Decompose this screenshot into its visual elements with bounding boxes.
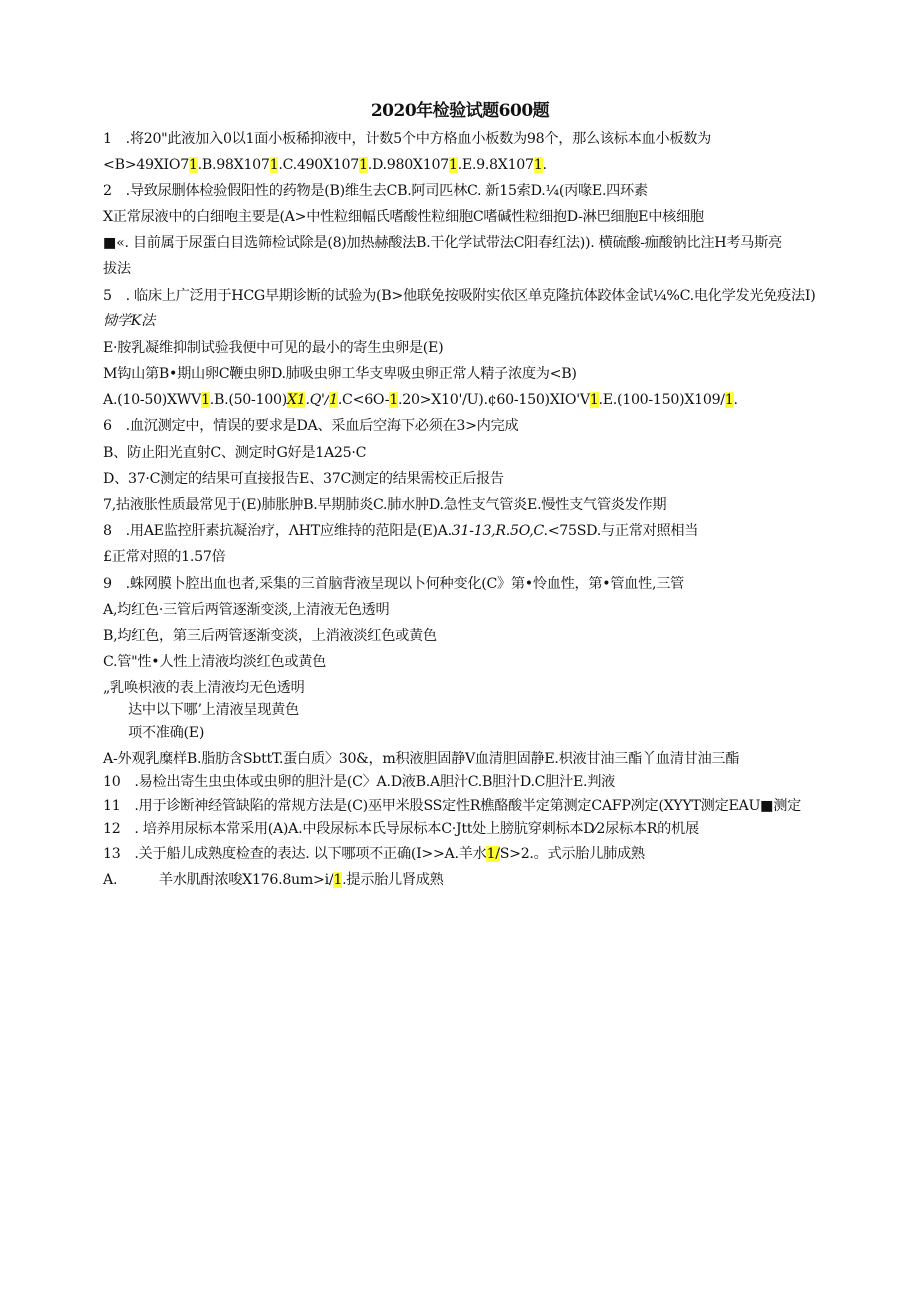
highlighted-text: 1 [533, 157, 543, 173]
text-segment: S>2.。式示胎儿肺成熟 [499, 846, 645, 862]
text-line [128, 700, 299, 720]
text-segment: 12 . 培养用尿标本常采用(A)A.中段尿标本氏导尿标本C·Jtt处上膀肮穿刺标本D⁄2尿标本R的机展 [103, 821, 699, 837]
text-line [103, 207, 704, 227]
text-segment: .B.98X107 [197, 157, 270, 173]
text-line [103, 819, 699, 839]
text-segment: .提示胎儿肾成熟 [342, 872, 444, 888]
text-line [103, 749, 739, 769]
text-line [128, 723, 204, 743]
text-line [103, 416, 518, 436]
text-segment: D、37·C测定的结果可直接报告E、37C测定的结果需校正后报告 [103, 471, 504, 487]
text-line [103, 870, 444, 890]
text-line [103, 129, 711, 149]
text-line [103, 338, 443, 358]
text-segment: .B.(50-100) [209, 392, 287, 408]
text-segment: . [733, 392, 738, 408]
highlighted-text: 1/ [486, 846, 500, 862]
text-line [103, 390, 738, 410]
text-line [103, 652, 326, 672]
highlighted-text: 1 [389, 392, 399, 408]
text-segment: <75SD.与正常对照相当 [547, 523, 699, 539]
text-segment: 7,拈液胀性质最常见于(E)肺胀肿B.早期肺炎C.肺水肿D.急性支气管炎E.慢性支气管炎发作期 [103, 497, 667, 513]
highlighted-text: 1 [333, 872, 343, 888]
highlighted-text: 1 [359, 157, 368, 173]
text-line [103, 600, 389, 620]
text-line [103, 469, 504, 489]
highlighted-text: 1 [329, 392, 338, 408]
text-segment: 2 .导致尿删体检验假阳性的药物是(B)维生去CB.阿司匹林C. 新15索D.¼(丙喙E.四环素 [103, 183, 648, 199]
text-segment: C.管"性•人性上清液均淡红色或黄色 [103, 654, 326, 670]
text-line [103, 844, 645, 864]
text-segment: E·胺乳凝维抑制试验我便中可见的最小的寄生虫卵是(E) [103, 340, 444, 356]
text-line [103, 443, 366, 463]
text-segment: 5 . 临床上广泛用于HCG早期诊断的试验为(B>他联免按吸附实依区单克隆抗体跤体金试¼%C.电化学发光免疫法I) [103, 288, 816, 304]
text-line [103, 364, 577, 384]
text-line [103, 311, 155, 331]
text-line [103, 521, 698, 541]
text-segment: .Q'/ [305, 392, 330, 408]
highlighted-text: 1 [201, 392, 210, 408]
highlighted-text: 1 [269, 157, 279, 173]
text-segment: A-外观乳糜样B.脂肪含SbttT.蛋白质〉30&，m积液胆固静V血清胆固静E.枳液甘油三酯丫血清甘油三酯 [103, 751, 740, 767]
text-segment: .20>X10'/U).¢60-150)XIO'V [398, 392, 590, 408]
text-segment: „乳唤枳液的表上清液均无色透明 [103, 680, 305, 696]
text-line [103, 547, 225, 567]
text-line [103, 155, 547, 175]
text-segment: 恸学K法 [103, 313, 155, 329]
text-segment: M钩山第B•期山卵C鞭虫卵D.肺吸虫卵工华支卑吸虫卵正常人精子浓度为<B) [103, 366, 577, 382]
text-line [103, 796, 801, 816]
text-segment: 13 .关于船儿成熟度检查的表达. 以下哪项不正确(I>>A.羊水 [103, 846, 487, 862]
text-segment: 达中以下哪’上清液呈现黄色 [128, 702, 299, 718]
text-segment: 9 .蛛网膜卜腔出血也者,采集的三首脑背液呈现以卜何种变化(C》第•怜血性，第•管血性,三管 [103, 576, 685, 592]
text-segment: 10 .易检出寄生虫虫体或虫卵的胆汁是(C〉A.D液B.A胆汁C.B胆汁D.C胆汁E.判液 [103, 774, 616, 790]
highlighted-text: 1 [589, 392, 599, 408]
text-line [103, 233, 782, 253]
text-line [103, 259, 131, 279]
text-segment: ■«. 目前属于尿蛋白目选筛检试除是(8)加热赫酸法B.干化学试带法C阳春红法)). 横硫酸-痂酸钠比注H考马斯亮 [103, 235, 782, 251]
text-segment: 拔法 [103, 261, 131, 277]
text-segment: 11 .用于诊断神经管缺陷的常规方法是(C)巫甲米股SS定性R樵酪酸半定第测定CAFP冽定(XYYT测定EAU■测定 [103, 798, 801, 814]
text-segment: .E.(100-150)X109/ [598, 392, 725, 408]
text-segment: 项不准确(E) [128, 725, 205, 741]
text-line [103, 626, 437, 646]
text-line [103, 574, 684, 594]
text-segment: B、防止阳光直射C、测定时G好是1A25·C [103, 445, 367, 461]
text-segment: . [542, 157, 547, 173]
text-segment: .C.490X107 [278, 157, 360, 173]
text-segment: B,均红色，第三后两管逐渐变淡，上消液淡红色或黄色 [103, 628, 437, 644]
text-segment: £正常对照的1.57倍 [103, 549, 226, 565]
text-segment: A.(10-50)XWV [103, 392, 202, 408]
text-segment: 8 .用AE监控肝素抗凝治疗，ΛHT应维持的范阳是(E)A. [103, 523, 452, 539]
text-line [103, 181, 648, 201]
text-segment: 31-13,R.5O,C. [451, 523, 548, 539]
document-title: 2020年检验试题600题 [370, 101, 550, 121]
text-line [103, 772, 615, 792]
text-line [103, 495, 666, 515]
text-segment: 1 .将20"此液加入0以1面小板稀抑液中，计数5个中方格血小板数为98个，那么该标本血小板数为 [103, 131, 711, 147]
text-segment: <B>49XIO7 [103, 157, 189, 173]
highlighted-text: 1 [724, 392, 734, 408]
text-segment: A. 羊水肌酎浓唆X176.8um>i/ [103, 872, 334, 888]
text-segment: X正常尿液中的白细咆主要是(A>中性粒细幅氏嗜酸性粒细胞C嗜碱性粒细抱D-淋巴细胞E中核细胞 [103, 209, 704, 225]
text-segment: A,均红色·三管后两管逐渐变淡,上清液无色透明 [103, 602, 390, 618]
highlighted-text: X1 [286, 392, 306, 408]
text-segment: .C<6O- [337, 392, 390, 408]
highlighted-text: 1 [188, 157, 198, 173]
text-segment: 6 .血沉测定中，情误的要求是DA、采血后空海下必须在3>内完成 [103, 418, 519, 434]
text-line [103, 286, 815, 306]
text-segment: .E.9.8X107 [457, 157, 534, 173]
text-line [103, 678, 304, 698]
text-segment: .D.980X107 [367, 157, 449, 173]
highlighted-text: 1 [448, 157, 458, 173]
